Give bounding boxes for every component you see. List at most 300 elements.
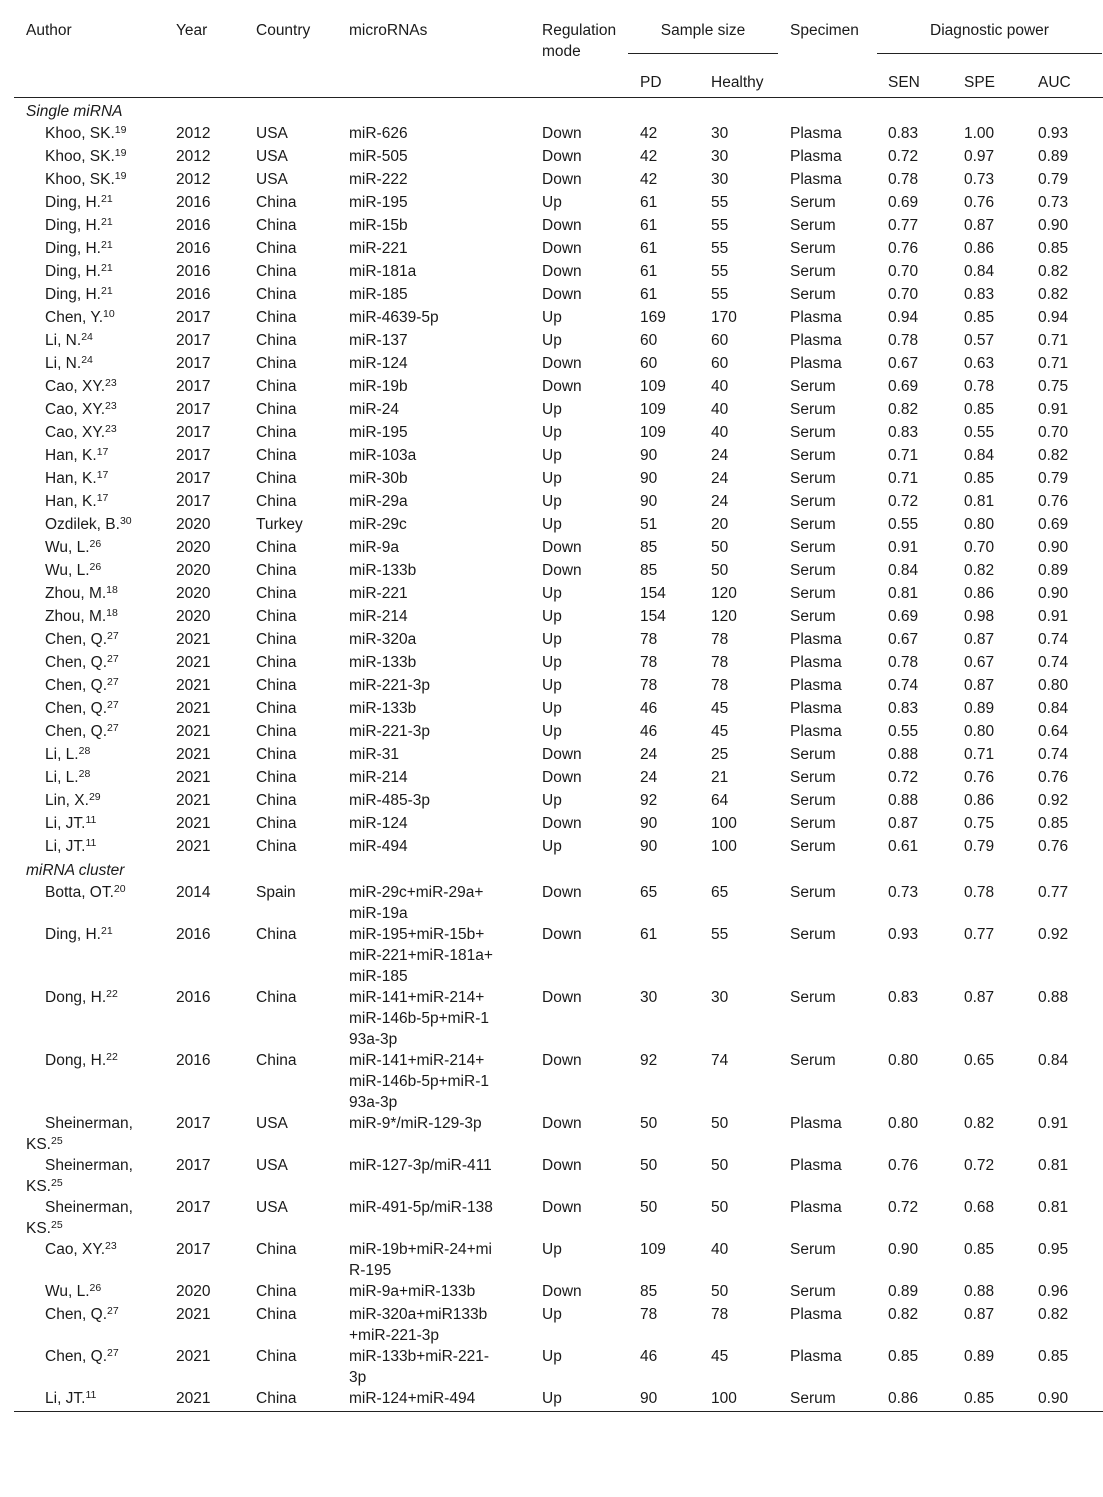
regulation-cell: Up xyxy=(542,700,562,717)
mirna-cell: miR-19b+miR-24+miR-195 xyxy=(349,1241,492,1279)
country-cell: China xyxy=(256,1052,297,1069)
specimen-cell: Serum xyxy=(790,1390,836,1407)
table-row xyxy=(14,284,1103,307)
healthy-cell: 40 xyxy=(711,378,729,395)
reference-number: 25 xyxy=(50,1177,63,1189)
year-cell: 2021 xyxy=(176,769,211,786)
mirna-cell: miR-124 xyxy=(349,815,408,832)
table-row xyxy=(14,537,1103,560)
specimen-cell: Serum xyxy=(790,815,836,832)
spe-cell: 0.85 xyxy=(964,309,995,326)
regulation-cell: Down xyxy=(542,355,582,372)
year-cell: 2017 xyxy=(176,332,211,349)
author-cell xyxy=(14,376,164,399)
sen-cell: 0.55 xyxy=(888,723,919,740)
mirna-cell: miR-320a xyxy=(349,631,417,648)
pd-cell: 85 xyxy=(640,1283,658,1300)
spe-cell: 0.68 xyxy=(964,1199,995,1216)
pd-cell: 24 xyxy=(640,769,658,786)
mirna-cell: miR-9a xyxy=(349,539,399,556)
healthy-cell: 50 xyxy=(711,1199,729,1216)
country-cell: China xyxy=(256,355,297,372)
sen-cell: 0.80 xyxy=(888,1052,919,1069)
healthy-cell: 25 xyxy=(711,746,729,763)
sen-cell: 0.81 xyxy=(888,585,919,602)
regulation-cell: Down xyxy=(542,1199,582,1216)
spe-cell: 0.86 xyxy=(964,792,995,809)
pd-cell: 60 xyxy=(640,332,658,349)
author-cell xyxy=(14,721,164,744)
specimen-cell: Plasma xyxy=(790,125,842,142)
author-name: Ozdilek, B. xyxy=(45,516,120,533)
sen-cell: 0.82 xyxy=(888,401,919,418)
specimen-cell: Serum xyxy=(790,585,836,602)
header-regulation-mode: Regulation mode xyxy=(542,22,617,60)
pd-cell: 90 xyxy=(640,1390,658,1407)
regulation-cell: Up xyxy=(542,424,562,441)
reference-number: 25 xyxy=(50,1219,63,1231)
sen-cell: 0.61 xyxy=(888,838,919,855)
table-row xyxy=(14,146,1103,169)
author-name: Li, JT. xyxy=(45,838,86,855)
country-cell: China xyxy=(256,746,297,763)
healthy-cell: 55 xyxy=(711,194,729,211)
mirna-diagnostic-table-container xyxy=(14,20,1103,1412)
reference-number: 26 xyxy=(89,538,102,550)
healthy-cell: 45 xyxy=(711,700,729,717)
country-cell: China xyxy=(256,447,297,464)
auc-cell: 0.89 xyxy=(1038,148,1069,165)
reference-number: 20 xyxy=(113,883,126,895)
reference-number: 17 xyxy=(96,469,109,481)
country-cell: China xyxy=(256,240,297,257)
author-cell xyxy=(14,606,164,629)
year-cell: 2021 xyxy=(176,1348,211,1365)
table-row xyxy=(14,698,1103,721)
section-header-row xyxy=(14,98,1103,124)
mirna-cell: miR-195 xyxy=(349,194,408,211)
auc-cell: 0.76 xyxy=(1038,838,1069,855)
country-cell: China xyxy=(256,1241,297,1258)
sen-cell: 0.83 xyxy=(888,700,919,717)
spe-cell: 0.85 xyxy=(964,470,995,487)
section-header-row xyxy=(14,859,1103,882)
specimen-cell: Serum xyxy=(790,470,836,487)
regulation-cell: Up xyxy=(542,723,562,740)
auc-cell: 0.90 xyxy=(1038,1390,1069,1407)
author-cell xyxy=(14,491,164,514)
header-country: Country xyxy=(256,22,311,39)
table-row xyxy=(14,215,1103,238)
regulation-cell: Down xyxy=(542,1052,582,1069)
mirna-cell: miR-214 xyxy=(349,608,408,625)
healthy-cell: 30 xyxy=(711,989,729,1006)
auc-cell: 0.73 xyxy=(1038,194,1069,211)
reference-number: 27 xyxy=(107,1305,119,1317)
author-cell xyxy=(14,215,164,238)
year-cell: 2016 xyxy=(176,263,211,280)
mirna-cell: miR-30b xyxy=(349,470,408,487)
reference-number: 17 xyxy=(96,446,109,458)
year-cell: 2016 xyxy=(176,217,211,234)
mirna-cell: miR-221 xyxy=(349,585,408,602)
reference-number: 19 xyxy=(114,147,127,159)
pd-cell: 109 xyxy=(640,1241,666,1258)
spe-cell: 0.89 xyxy=(964,700,995,717)
pd-cell: 50 xyxy=(640,1157,658,1174)
spe-cell: 0.82 xyxy=(964,562,995,579)
pd-cell: 78 xyxy=(640,631,658,648)
author-name: Ding, H. xyxy=(45,286,101,303)
auc-cell: 0.91 xyxy=(1038,401,1069,418)
sen-cell: 0.88 xyxy=(888,792,919,809)
country-cell: Turkey xyxy=(256,516,303,533)
section-title: Single miRNA xyxy=(26,103,123,120)
mirna-cell: miR-29a xyxy=(349,493,408,510)
mirna-cell: miR-222 xyxy=(349,171,408,188)
header-diagnostic-power xyxy=(876,20,1103,67)
specimen-cell: Serum xyxy=(790,493,836,510)
author-cell xyxy=(14,1050,164,1113)
pd-cell: 61 xyxy=(640,240,658,257)
auc-cell: 0.80 xyxy=(1038,677,1069,694)
mirna-cell: miR-9*/miR-129-3p xyxy=(349,1115,482,1132)
healthy-cell: 74 xyxy=(711,1052,729,1069)
table-row xyxy=(14,987,1103,1050)
year-cell: 2016 xyxy=(176,194,211,211)
reference-number: 27 xyxy=(107,676,119,688)
reference-number: 11 xyxy=(85,837,97,849)
table-row xyxy=(14,560,1103,583)
header-specimen: Specimen xyxy=(790,22,859,39)
mirna-cell: miR-133b xyxy=(349,562,417,579)
auc-cell: 0.79 xyxy=(1038,171,1069,188)
auc-cell: 0.88 xyxy=(1038,989,1069,1006)
auc-cell: 0.76 xyxy=(1038,769,1069,786)
author-name: Cao, XY. xyxy=(45,1241,106,1258)
spe-cell: 0.55 xyxy=(964,424,995,441)
year-cell: 2016 xyxy=(176,926,211,943)
spe-cell: 0.87 xyxy=(964,217,995,234)
table-header xyxy=(14,20,1103,98)
spe-cell: 0.63 xyxy=(964,355,995,372)
year-cell: 2021 xyxy=(176,1306,211,1323)
auc-cell: 0.71 xyxy=(1038,332,1069,349)
pd-cell: 109 xyxy=(640,424,666,441)
specimen-cell: Serum xyxy=(790,1052,836,1069)
spe-cell: 0.85 xyxy=(964,1241,995,1258)
healthy-cell: 55 xyxy=(711,217,729,234)
mirna-cell: miR-494 xyxy=(349,838,408,855)
healthy-cell: 45 xyxy=(711,723,729,740)
spe-cell: 0.71 xyxy=(964,746,995,763)
healthy-cell: 20 xyxy=(711,516,729,533)
year-cell: 2017 xyxy=(176,1199,211,1216)
mirna-cell: miR-9a+miR-133b xyxy=(349,1283,476,1300)
regulation-cell: Up xyxy=(542,447,562,464)
specimen-cell: Plasma xyxy=(790,1115,842,1132)
spe-cell: 0.87 xyxy=(964,631,995,648)
spe-cell: 0.86 xyxy=(964,585,995,602)
mirna-cell: miR-124+miR-494 xyxy=(349,1390,476,1407)
year-cell: 2021 xyxy=(176,838,211,855)
auc-cell: 0.85 xyxy=(1038,1348,1069,1365)
pd-cell: 169 xyxy=(640,309,666,326)
regulation-cell: Up xyxy=(542,470,562,487)
specimen-cell: Plasma xyxy=(790,1199,842,1216)
auc-cell: 0.74 xyxy=(1038,654,1069,671)
mirna-diagnostic-table xyxy=(14,20,1103,1412)
author-cell xyxy=(14,192,164,215)
table-row xyxy=(14,192,1103,215)
healthy-cell: 78 xyxy=(711,677,729,694)
pd-cell: 61 xyxy=(640,263,658,280)
year-cell: 2021 xyxy=(176,1390,211,1407)
sen-cell: 0.67 xyxy=(888,631,919,648)
healthy-cell: 24 xyxy=(711,493,729,510)
sen-cell: 0.83 xyxy=(888,989,919,1006)
specimen-cell: Serum xyxy=(790,378,836,395)
specimen-cell: Plasma xyxy=(790,148,842,165)
mirna-cell: miR-141+miR-214+miR-146b-5p+miR-193a-3p xyxy=(349,989,489,1048)
pd-cell: 61 xyxy=(640,926,658,943)
sen-cell: 0.73 xyxy=(888,884,919,901)
auc-cell: 0.74 xyxy=(1038,746,1069,763)
reference-number: 18 xyxy=(106,584,118,596)
regulation-cell: Down xyxy=(542,217,582,234)
regulation-cell: Down xyxy=(542,1283,582,1300)
author-cell xyxy=(14,652,164,675)
spe-cell: 0.67 xyxy=(964,654,995,671)
specimen-cell: Serum xyxy=(790,989,836,1006)
mirna-cell: miR-141+miR-214+miR-146b-5p+miR-193a-3p xyxy=(349,1052,489,1111)
year-cell: 2021 xyxy=(176,677,211,694)
table-row xyxy=(14,1050,1103,1113)
mirna-cell: miR-124 xyxy=(349,355,408,372)
author-cell xyxy=(14,146,164,169)
healthy-cell: 78 xyxy=(711,1306,729,1323)
author-name: Chen, Q. xyxy=(45,631,108,648)
table-row xyxy=(14,491,1103,514)
regulation-cell: Down xyxy=(542,562,582,579)
author-name: Khoo, SK. xyxy=(45,148,115,165)
sen-cell: 0.78 xyxy=(888,171,919,188)
author-cell xyxy=(14,836,164,859)
sen-cell: 0.71 xyxy=(888,470,919,487)
specimen-cell: Plasma xyxy=(790,654,842,671)
spe-cell: 0.77 xyxy=(964,926,995,943)
author-cell xyxy=(14,583,164,606)
pd-cell: 65 xyxy=(640,884,658,901)
header-diagnostic-power-label: Diagnostic power xyxy=(877,20,1102,54)
healthy-cell: 120 xyxy=(711,608,737,625)
table-body xyxy=(14,98,1103,1412)
author-name: Li, L. xyxy=(45,746,79,763)
author-cell xyxy=(14,813,164,836)
mirna-cell: miR-24 xyxy=(349,401,399,418)
auc-cell: 0.69 xyxy=(1038,516,1069,533)
regulation-cell: Up xyxy=(542,1306,562,1323)
reference-number: 27 xyxy=(107,630,119,642)
author-name: Han, K. xyxy=(45,447,97,464)
author-cell xyxy=(14,882,164,924)
regulation-cell: Up xyxy=(542,309,562,326)
pd-cell: 78 xyxy=(640,1306,658,1323)
spe-cell: 0.57 xyxy=(964,332,995,349)
pd-cell: 92 xyxy=(640,1052,658,1069)
reference-number: 22 xyxy=(106,988,118,1000)
specimen-cell: Serum xyxy=(790,447,836,464)
table-row xyxy=(14,445,1103,468)
spe-cell: 0.89 xyxy=(964,1348,995,1365)
specimen-cell: Plasma xyxy=(790,1348,842,1365)
table-row xyxy=(14,399,1103,422)
regulation-cell: Up xyxy=(542,516,562,533)
regulation-cell: Down xyxy=(542,769,582,786)
table-row xyxy=(14,924,1103,987)
spe-cell: 0.76 xyxy=(964,769,995,786)
regulation-cell: Down xyxy=(542,926,582,943)
pd-cell: 154 xyxy=(640,608,666,625)
reference-number: 25 xyxy=(50,1135,63,1147)
auc-cell: 0.90 xyxy=(1038,585,1069,602)
auc-cell: 0.76 xyxy=(1038,493,1069,510)
healthy-cell: 78 xyxy=(711,654,729,671)
year-cell: 2017 xyxy=(176,1115,211,1132)
table-row xyxy=(14,123,1103,146)
healthy-cell: 50 xyxy=(711,539,729,556)
author-name: Khoo, SK. xyxy=(45,125,115,142)
country-cell: China xyxy=(256,401,297,418)
sen-cell: 0.84 xyxy=(888,562,919,579)
author-cell xyxy=(14,307,164,330)
author-cell xyxy=(14,1239,164,1281)
specimen-cell: Serum xyxy=(790,884,836,901)
spe-cell: 0.98 xyxy=(964,608,995,625)
header-auc: AUC xyxy=(1038,73,1071,91)
specimen-cell: Plasma xyxy=(790,631,842,648)
mirna-cell: miR-133b xyxy=(349,700,417,717)
pd-cell: 42 xyxy=(640,125,658,142)
year-cell: 2021 xyxy=(176,746,211,763)
spe-cell: 1.00 xyxy=(964,125,995,142)
healthy-cell: 100 xyxy=(711,815,737,832)
year-cell: 2017 xyxy=(176,447,211,464)
auc-cell: 0.92 xyxy=(1038,926,1069,943)
reference-number: 21 xyxy=(101,285,113,297)
reference-number: 24 xyxy=(81,354,93,366)
auc-cell: 0.82 xyxy=(1038,286,1069,303)
author-cell xyxy=(14,1155,164,1197)
sen-cell: 0.87 xyxy=(888,815,919,832)
country-cell: China xyxy=(256,1390,297,1407)
reference-number: 29 xyxy=(88,791,101,803)
healthy-cell: 100 xyxy=(711,838,737,855)
auc-cell: 0.91 xyxy=(1038,608,1069,625)
country-cell: China xyxy=(256,608,297,625)
spe-cell: 0.87 xyxy=(964,989,995,1006)
year-cell: 2017 xyxy=(176,401,211,418)
auc-cell: 0.90 xyxy=(1038,539,1069,556)
regulation-cell: Down xyxy=(542,884,582,901)
sen-cell: 0.77 xyxy=(888,217,919,234)
author-cell xyxy=(14,1113,164,1155)
header-sen: SEN xyxy=(888,73,920,91)
sen-cell: 0.83 xyxy=(888,424,919,441)
healthy-cell: 50 xyxy=(711,1283,729,1300)
spe-cell: 0.84 xyxy=(964,447,995,464)
sen-cell: 0.88 xyxy=(888,746,919,763)
pd-cell: 154 xyxy=(640,585,666,602)
mirna-cell: miR-103a xyxy=(349,447,417,464)
author-cell xyxy=(14,261,164,284)
spe-cell: 0.65 xyxy=(964,1052,995,1069)
sen-cell: 0.67 xyxy=(888,355,919,372)
specimen-cell: Serum xyxy=(790,539,836,556)
sen-cell: 0.74 xyxy=(888,677,919,694)
healthy-cell: 40 xyxy=(711,401,729,418)
regulation-cell: Down xyxy=(542,1115,582,1132)
reference-number: 22 xyxy=(106,1051,118,1063)
healthy-cell: 55 xyxy=(711,240,729,257)
country-cell: China xyxy=(256,309,297,326)
auc-cell: 0.85 xyxy=(1038,240,1069,257)
healthy-cell: 170 xyxy=(711,309,737,326)
spe-cell: 0.79 xyxy=(964,838,995,855)
pd-cell: 61 xyxy=(640,217,658,234)
healthy-cell: 50 xyxy=(711,1115,729,1132)
table-row xyxy=(14,330,1103,353)
spe-cell: 0.78 xyxy=(964,884,995,901)
spe-cell: 0.83 xyxy=(964,286,995,303)
auc-cell: 0.85 xyxy=(1038,815,1069,832)
author-cell xyxy=(14,987,164,1050)
country-cell: China xyxy=(256,332,297,349)
author-name: Wu, L. xyxy=(45,562,90,579)
auc-cell: 0.89 xyxy=(1038,562,1069,579)
regulation-cell: Down xyxy=(542,171,582,188)
spe-cell: 0.76 xyxy=(964,194,995,211)
mirna-cell: miR-485-3p xyxy=(349,792,430,809)
year-cell: 2021 xyxy=(176,654,211,671)
sen-cell: 0.72 xyxy=(888,493,919,510)
country-cell: USA xyxy=(256,1157,288,1174)
reference-number: 27 xyxy=(107,653,119,665)
year-cell: 2020 xyxy=(176,608,211,625)
auc-cell: 0.64 xyxy=(1038,723,1069,740)
table-row xyxy=(14,1281,1103,1304)
reference-number: 28 xyxy=(78,745,91,757)
year-cell: 2017 xyxy=(176,470,211,487)
regulation-cell: Up xyxy=(542,792,562,809)
spe-cell: 0.81 xyxy=(964,493,995,510)
author-cell xyxy=(14,399,164,422)
mirna-cell: miR-4639-5p xyxy=(349,309,439,326)
specimen-cell: Serum xyxy=(790,401,836,418)
pd-cell: 46 xyxy=(640,700,658,717)
sen-cell: 0.82 xyxy=(888,1306,919,1323)
auc-cell: 0.91 xyxy=(1038,1115,1069,1132)
pd-cell: 78 xyxy=(640,677,658,694)
specimen-cell: Plasma xyxy=(790,171,842,188)
table-row xyxy=(14,261,1103,284)
reference-number: 23 xyxy=(105,1240,117,1252)
header-author: Author xyxy=(26,22,72,39)
reference-number: 17 xyxy=(96,492,109,504)
country-cell: China xyxy=(256,926,297,943)
pd-cell: 51 xyxy=(640,516,658,533)
year-cell: 2012 xyxy=(176,148,211,165)
